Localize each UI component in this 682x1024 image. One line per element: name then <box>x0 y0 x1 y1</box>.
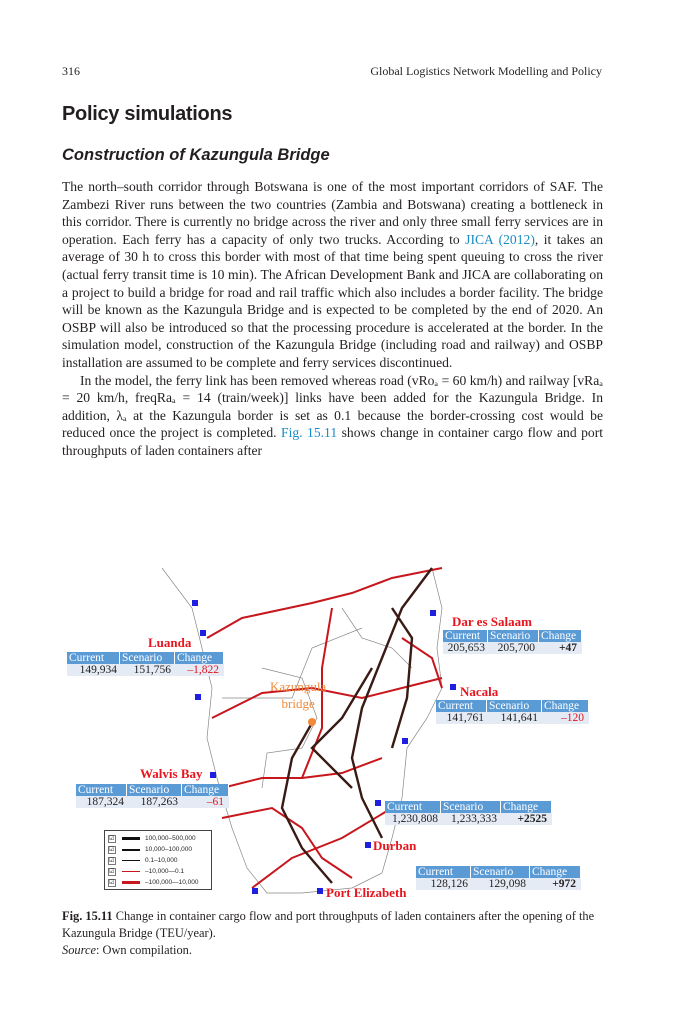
line-swatch <box>122 837 140 840</box>
increase-flows <box>282 568 432 883</box>
td: 187,263 <box>140 796 178 808</box>
port-label-port-elizabeth: Port Elizabeth <box>326 885 407 900</box>
running-title: Global Logistics Network Modelling and Policy <box>370 64 602 78</box>
checkbox-icon[interactable]: ☑ <box>109 846 115 853</box>
th: Current <box>67 652 120 664</box>
td: –1,822 <box>187 664 219 676</box>
legend-item <box>108 866 208 877</box>
source-text: : Own compilation. <box>95 943 192 957</box>
td: +47 <box>558 642 577 654</box>
text: In the model, the ferry link has been removed whereas road (vRoₐ = 60 km/h) and railway [vRaₐ = 20 km/h, freqRaₐ = 14 (train/week)] links have been added for the Kazungula Bridge. In addition, λₐ at the Kazungula border is set as 0.1 because the border-crossing cost would be reduced once the project is completed. <box>62 372 603 441</box>
th: Change <box>542 700 589 712</box>
td: 128,126 <box>430 878 468 890</box>
th: Change <box>175 652 224 664</box>
th: Current <box>436 700 487 712</box>
source-label: Source <box>62 943 96 957</box>
td: 205,653 <box>447 642 485 654</box>
label-line: Kazungula <box>270 679 327 694</box>
td: 149,934 <box>79 664 117 676</box>
th: Change <box>501 801 552 813</box>
paragraph-1 <box>62 178 603 372</box>
th: Current <box>385 801 441 813</box>
port-table-dar-es-salaam <box>443 630 582 654</box>
th: Scenario <box>471 866 530 878</box>
page-number: 316 <box>62 64 80 78</box>
port-label-dar-es-salaam: Dar es Salaam <box>452 614 532 629</box>
th: Current <box>76 784 127 796</box>
line-swatch <box>122 860 140 861</box>
th: Change <box>539 630 582 642</box>
subsection-title: Construction of Kazungula Bridge <box>62 146 330 164</box>
td: 141,641 <box>500 712 538 724</box>
th: Current <box>443 630 488 642</box>
th: Scenario <box>487 700 542 712</box>
port-markers <box>192 600 456 894</box>
line-swatch <box>122 871 140 872</box>
legend-item <box>108 877 208 888</box>
legend-item <box>108 855 208 866</box>
td: 129,098 <box>488 878 526 890</box>
map-legend <box>104 830 212 890</box>
figure-caption <box>62 908 603 959</box>
legend-label: 100,000–500,000 <box>145 835 196 842</box>
td: –61 <box>206 796 224 808</box>
td: 151,756 <box>133 664 171 676</box>
legend-label: –100,000—10,000 <box>145 879 199 886</box>
td: 1,230,808 <box>392 813 438 825</box>
bridge-marker <box>308 718 316 726</box>
port-table-port-elizabeth <box>416 866 581 890</box>
text: shows change in container cargo flow and port throughputs of laden containers after <box>62 425 603 458</box>
figure-link[interactable]: Fig. 15.11 <box>281 425 338 441</box>
port-label-walvis-bay: Walvis Bay <box>140 766 203 781</box>
line-swatch <box>122 849 140 851</box>
td: +972 <box>552 878 576 890</box>
legend-label: –10,000—0.1 <box>145 868 185 875</box>
td: 205,700 <box>497 642 535 654</box>
port-label-durban: Durban <box>373 838 417 853</box>
checkbox-icon[interactable]: ☑ <box>109 879 115 886</box>
port-table-nacala <box>436 700 589 724</box>
running-header <box>62 64 602 79</box>
figure-map <box>62 548 603 908</box>
th: Current <box>416 866 471 878</box>
citation-link[interactable]: JICA (2012) <box>465 231 535 247</box>
checkbox-icon[interactable]: ☑ <box>109 835 115 842</box>
td: 141,761 <box>446 712 484 724</box>
th: Scenario <box>127 784 182 796</box>
kazungula-bridge-label <box>270 678 326 712</box>
td: –120 <box>561 712 584 724</box>
legend-item <box>108 833 208 844</box>
port-table-durban <box>385 801 552 825</box>
text: , it takes an average of 30 h to cross this border with most of that time being spent queuing to cross the river (actual ferry transit time is 10 min). The African Development Bank and JICA are collaborating on a project to build a bridge for road and rail traffic which also includes a border facility. The bridge will be known as the Kazungula Bridge and is expected to be completed by the end of 2020. An OSBP will also be introduced so that the processing procedure is accelerated at the border. In the simulation model, construction of the Kazungula Bridge (including road and railway) and OSBP installation are assumed to be complete and ferry services discontinued. <box>62 231 603 370</box>
body-text <box>62 178 603 460</box>
td: 187,324 <box>86 796 124 808</box>
port-table-luanda <box>67 652 224 676</box>
caption-label: Fig. 15.11 <box>62 909 113 923</box>
checkbox-icon[interactable]: ☑ <box>109 857 115 864</box>
legend-label: 0.1–10,000 <box>145 857 178 864</box>
port-label-luanda: Luanda <box>148 635 192 650</box>
th: Scenario <box>120 652 175 664</box>
legend-label: 10,000–100,000 <box>145 846 192 853</box>
section-title: Policy simulations <box>62 103 233 125</box>
paragraph-2 <box>62 372 603 460</box>
text: The north–south corridor through Botswana is one of the most important corridors of SAF. The Zambezi River runs between the two countries (Zambia and Botswana) creating a bottleneck in this corridor. There is currently no bridge across the river and only three small ferry services are in operation. Each ferry has a capacity of only two trucks. According to <box>62 179 603 247</box>
legend-item <box>108 844 208 855</box>
th: Scenario <box>488 630 539 642</box>
td: 1,233,333 <box>451 813 497 825</box>
th: Change <box>182 784 229 796</box>
line-swatch <box>122 881 140 884</box>
label-line: bridge <box>281 696 315 711</box>
port-table-walvis-bay <box>76 784 229 808</box>
caption-text: Change in container cargo flow and port throughputs of laden containers after the opening of the Kazungula Bridge (TEU/year). <box>62 909 595 940</box>
td: +2525 <box>517 813 547 825</box>
th: Scenario <box>441 801 501 813</box>
th: Change <box>530 866 581 878</box>
checkbox-icon[interactable]: ☑ <box>109 868 115 875</box>
port-label-nacala: Nacala <box>460 684 499 699</box>
